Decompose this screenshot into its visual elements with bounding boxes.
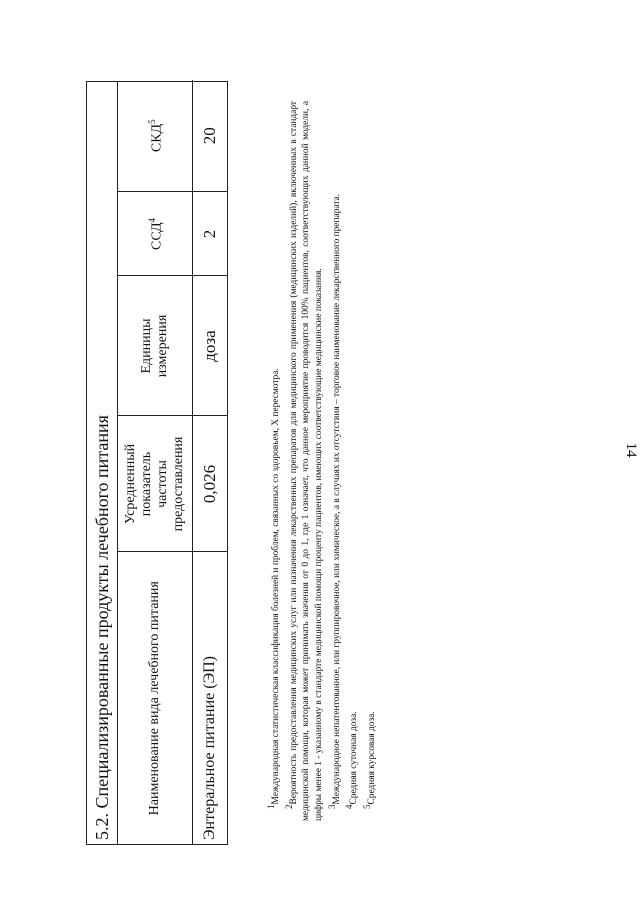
footnotes: [265, 101, 379, 821]
header-frequency: Усредненный показатель частоты предоставления: [118, 416, 193, 552]
cell-skd: 20: [193, 80, 228, 192]
header-unit: Единицы измерения: [118, 276, 193, 416]
header-ssd: ССД$^4$: [118, 192, 193, 276]
header-name: Наименование вида лечебного питания: [118, 552, 193, 844]
cell-frequency: 0,026: [193, 416, 228, 552]
section-title-text: Специализированные продукты лечебного питания: [92, 415, 112, 809]
footnote-2: $^2$Вероятность предоставления медицинских услуг или назначения лекарственных препаратов для медицинского применения (медицинских изделий), включенных в стандарт медицинской помощи, которая может принимать значения от 0 до 1, где 1 означает, что данное мероприятие проводится 100% пациентов, соответствующих данной модели, а цифры менее 1 - указанному в стандарте медицинской помощи проценту пациентов, имеющих соответствующие медицинские показания.: [283, 101, 325, 821]
footnote-3: $^3$Международное непатентованное, или группировочное, или химическое, а в случаях их отсутствия – торговое наименование лекарственного препарата.: [326, 194, 342, 809]
cell-ssd: 2: [193, 192, 228, 276]
page-number: 14: [623, 442, 639, 458]
cell-unit: доза: [193, 276, 228, 416]
section-number: 5.2.: [92, 813, 112, 840]
table-header-row: [118, 80, 193, 844]
footnote-5: $^5$Средняя курсовая доза.: [362, 711, 378, 809]
nutrition-table: [86, 81, 228, 845]
header-skd: СКД$^5$: [118, 80, 193, 192]
footnote-1: $^1$Международная статистическая классификация болезней и проблем, связанных со здоровьем, X пересмотра.: [266, 368, 282, 809]
nutrition-grid: [118, 80, 227, 844]
footnote-4: $^4$Средняя суточная доза.: [344, 711, 360, 809]
section-title: [87, 82, 118, 844]
table-row: [193, 80, 228, 844]
cell-name: Энтеральное питание (ЭП): [193, 552, 228, 844]
